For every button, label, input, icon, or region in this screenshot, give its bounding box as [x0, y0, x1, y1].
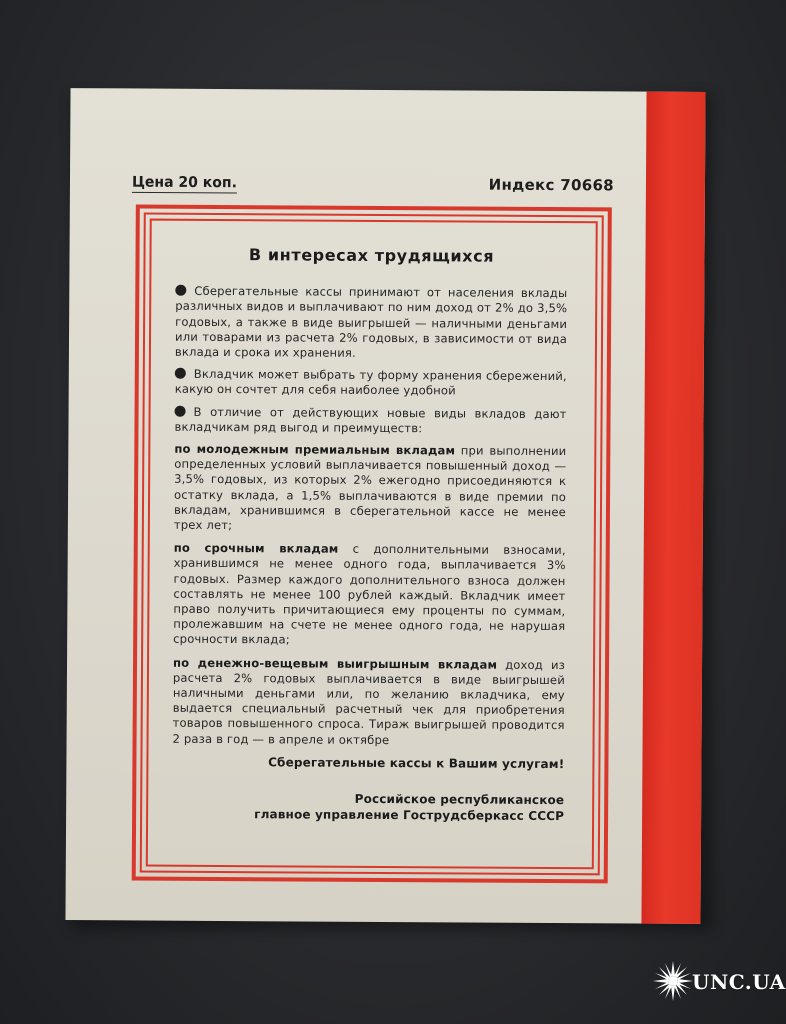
- lottery-deposit-label: по денежно-вещевым выигрышным вкладам: [172, 655, 498, 672]
- notice-paragraph-2: [175, 367, 567, 400]
- notice-paragraph-3: [174, 404, 566, 437]
- notice-content: [172, 247, 568, 824]
- watermark-text: UNC.UA: [692, 970, 786, 994]
- bullet-icon: [175, 405, 186, 416]
- term-deposit-label: по срочным вкладам: [173, 540, 339, 556]
- youth-deposit-paragraph: [174, 442, 567, 536]
- notice-paragraph-3-text: В отличие от действующих новые виды вкладов дают вкладчикам ряд выгод и преимуществ:: [174, 404, 567, 436]
- lottery-deposit-paragraph: [173, 655, 566, 749]
- closing-slogan: Сберегательные кассы к Вашим услугам!: [268, 755, 565, 771]
- signature-line-1: Российское республиканское: [354, 791, 565, 808]
- youth-deposit-text: при выполнении определенных условий выплачивается повышенный доход — 3,5% годовых, из которых 2% ежегодно присоединяются к остатку вклада, а 1,5% выплачиваются в виде премии по вкладам, хранившимся в сберегательной кассе не менее трех лет;: [173, 443, 567, 533]
- notice-paragraph-1: [175, 284, 567, 362]
- notice-paragraph-1-text: Сберегательные кассы принимают от населения вклады различных видов и выплачивают по ним доход от 2% до 3,5% годовых, а также в виде выигрышей — наличными деньгами или товарами из расчета 2% годовых, в зависимости от вида вклада и срока их хранения.: [174, 284, 568, 360]
- booklet-back-cover: [65, 88, 705, 924]
- bullet-icon: [175, 368, 186, 379]
- starburst-icon: [652, 960, 694, 1002]
- index-label: Индекс 70668: [488, 175, 615, 195]
- lottery-deposit-text: доход из расчета 2% годовых выплачивается в виде выигрышей наличными деньгами или, по желанию вкладчика, ему выдается специальный расчетный чек для приобретения товаров повышенного спроса. Тираж выигрышей проводится 2 раза в год — в апреле и октябре: [172, 657, 566, 747]
- signature-block: [172, 790, 564, 824]
- notice-title: В интересах трудящихся: [248, 245, 495, 266]
- notice-paragraph-2-text: Вкладчик может выбрать ту форму хранения сбережений, какую он сочтет для себя наиболее удобной: [174, 367, 567, 398]
- price-label: Цена 20 коп.: [132, 174, 237, 194]
- red-spine-strip: [641, 92, 705, 924]
- term-deposit-paragraph: [173, 541, 566, 650]
- cover-header: [132, 174, 614, 201]
- site-watermark: [652, 958, 786, 1006]
- signature-line-2: главное управление Гострудсберкасс СССР: [254, 807, 565, 824]
- term-deposit-text: с дополнительными взносами, хранившимся не менее одного года, выплачивается 3% годовых. Размер каждого дополнительного взноса должен составлять не менее 100 рублей каждый. Вкладчик имеет право получить причитающиеся ему проценты по суммам, пролежавшим на счете не менее одного года, не нарушая срочности вклада;: [173, 541, 566, 647]
- bullet-icon: [175, 285, 186, 296]
- notice-frame: [132, 204, 612, 883]
- youth-deposit-label: по молодежным премиальным вкладам: [174, 441, 456, 458]
